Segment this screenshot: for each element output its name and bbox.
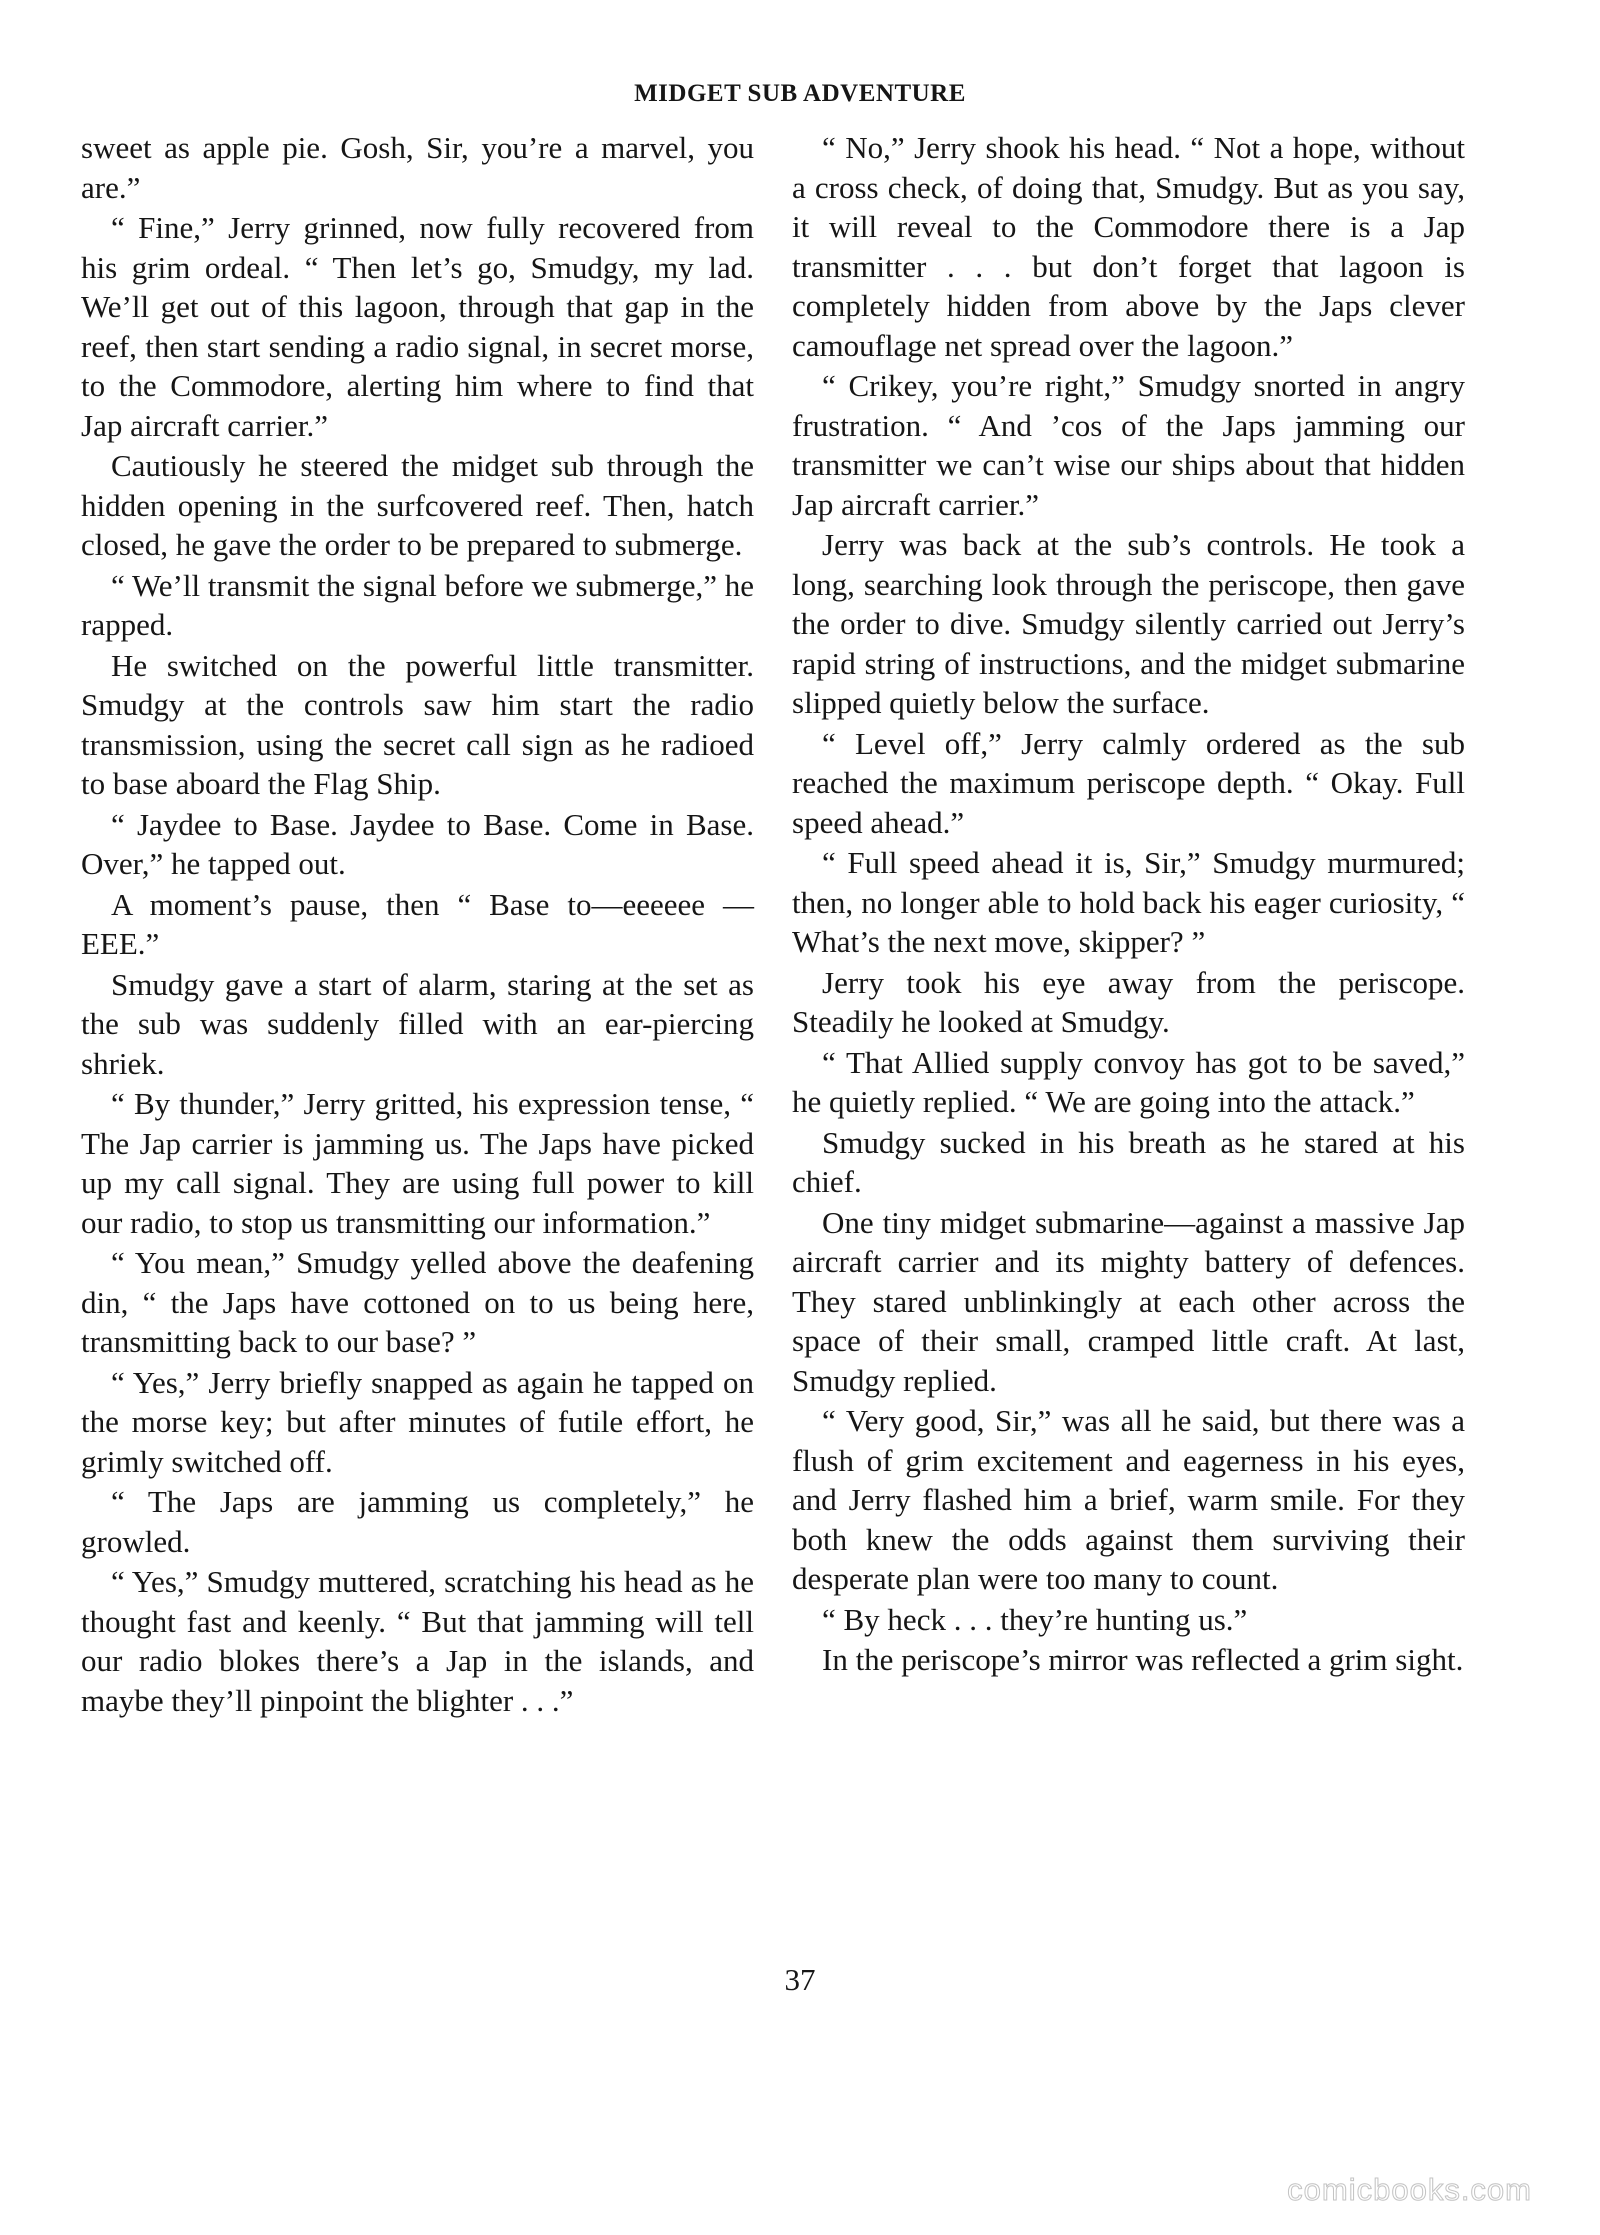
paragraph: One tiny midget submarine—against a massive Jap aircraft carrier and its mighty battery of defences. They stared unblinkingly at each other across the space of their small, cramped little craft. At last, Smudgy replied. xyxy=(792,1204,1465,1398)
paragraph-continued: sweet as apple pie. Gosh, Sir, you’re a marvel, you are.” xyxy=(81,130,754,205)
paragraph: Cautiously he steered the midget sub through the hidden opening in the surfcovered reef. Then, hatch closed, he gave the order to be prepared to submerge. xyxy=(81,448,754,562)
paragraph: “ The Japs are jamming us completely,” he growled. xyxy=(81,1484,754,1559)
paragraph: “ Very good, Sir,” was all he said, but there was a flush of grim excitement and eagerness in his eyes, and Jerry flashed him a brief, warm smile. For they both knew the odds against them surviving their desperate plan were too many to count. xyxy=(792,1403,1465,1596)
paragraph: “ By thunder,” Jerry gritted, his expression tense, “ The Jap carrier is jamming us. The Japs have picked up my call signal. They are using full power to kill our radio, to stop us transmitting our information.” xyxy=(81,1086,754,1240)
paragraph: Jerry was back at the sub’s controls. He took a long, searching look through the periscope, then gave the order to dive. Smudgy silently carried out Jerry’s rapid string of instructions, and the midget submarine slipped quietly below the surface. xyxy=(792,527,1465,720)
paragraph: “ No,” Jerry shook his head. “ Not a hope, without a cross check, of doing that, Smudgy. But as you say, it will reveal to the Commodore there is a Jap transmitter . . . but don’t forget that lagoon is completely hidden from above by the Japs clever camouflage net spread over the lagoon.” xyxy=(792,130,1465,363)
paragraph: “ Full speed ahead it is, Sir,” Smudgy murmured; then, no longer able to hold back his eager curiosity, “ What’s the next move, skipper? ” xyxy=(792,845,1465,959)
running-head: MIDGET SUB ADVENTURE xyxy=(634,80,966,107)
paragraph: “ Level off,” Jerry calmly ordered as the sub reached the maximum periscope depth. “ Okay. Full speed ahead.” xyxy=(792,725,1465,840)
paragraph: Jerry took his eye away from the periscope. Steadily he looked at Smudgy. xyxy=(792,964,1465,1039)
paragraph: “ Jaydee to Base. Jaydee to Base. Come in Base. Over,” he tapped out. xyxy=(81,806,754,881)
watermark: comicbooks.com xyxy=(1287,2172,1532,2207)
paragraph: “ By heck . . . they’re hunting us.” xyxy=(822,1601,1248,1637)
left-column xyxy=(81,128,754,1720)
paragraph: “ You mean,” Smudgy yelled above the deafening din, “ the Japs have cottoned on to us being here, transmitting back to our base? ” xyxy=(81,1245,754,1359)
paragraph: Smudgy sucked in his breath as he stared at his chief. xyxy=(792,1124,1465,1199)
paragraph: He switched on the powerful little transmitter. Smudgy at the controls saw him start the radio transmission, using the secret call sign as he radioed to base aboard the Flag Ship. xyxy=(81,647,754,801)
paragraph: “ Crikey, you’re right,” Smudgy snorted in angry frustration. “ And ’cos of the Japs jamming our transmitter we can’t wise our ships about that hidden Jap aircraft carrier.” xyxy=(792,368,1465,522)
paragraph: “ Yes,” Jerry briefly snapped as again he tapped on the morse key; but after minutes of futile effort, he grimly switched off. xyxy=(81,1364,754,1479)
paragraph: “ Fine,” Jerry grinned, now fully recovered from his grim ordeal. “ Then let’s go, Smudgy, my lad. We’ll get out of this lagoon, through that gap in the reef, then start sending a radio signal, in secret morse, to the Commodore, alerting him where to find that Jap aircraft carrier.” xyxy=(81,210,754,443)
right-column xyxy=(792,128,1465,1680)
page-number: 37 xyxy=(784,1962,816,1997)
paragraph: In the periscope’s mirror was reflected a grim sight. xyxy=(822,1642,1464,1677)
paragraph: Smudgy gave a start of alarm, staring at the set as the sub was suddenly filled with an ear-piercing shriek. xyxy=(81,966,754,1081)
paragraph: “ We’ll transmit the signal before we submerge,” he rapped. xyxy=(81,567,754,642)
paragraph: “ Yes,” Smudgy muttered, scratching his head as he thought fast and keenly. “ But that jamming will tell our radio blokes there’s a Jap in the islands, and maybe they’ll pinpoint the blighter . . .” xyxy=(81,1564,754,1718)
paragraph: “ That Allied supply convoy has got to be saved,” he quietly replied. “ We are going into the attack.” xyxy=(792,1044,1465,1119)
paragraph: A moment’s pause, then “ Base to—eeeeee —EEE.” xyxy=(81,886,754,961)
